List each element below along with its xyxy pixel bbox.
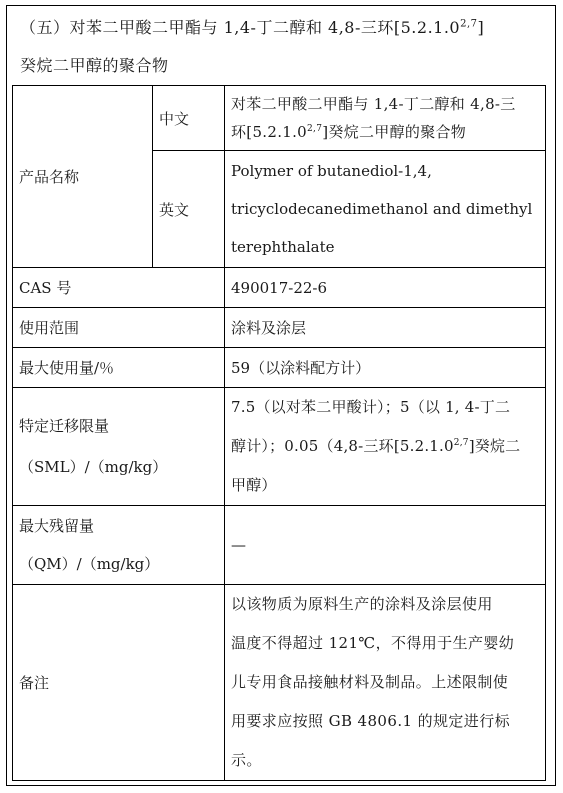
section-title [20, 9, 550, 85]
english-name-line-2: tricyclodecanedimethanol and dimethyl [231, 200, 533, 218]
chinese-name-line-2 [231, 118, 539, 146]
sml-value [225, 388, 546, 506]
sml-label-line-2: （SML）/（mg/kg） [19, 457, 168, 476]
note-value [225, 585, 546, 781]
chinese-name-value [225, 86, 546, 151]
max-use-label: 最大使用量/％ [13, 348, 225, 388]
cas-value: 490017-22-6 [225, 268, 546, 308]
table-row-sml [13, 388, 546, 506]
sml-value-superscript: 2,7 [453, 438, 469, 448]
chinese-name-line-1: 对苯二甲酸二甲酯与 1,4-丁二醇和 4,8-三 [231, 95, 516, 113]
english-name-line-3: terephthalate [231, 238, 335, 256]
sml-label [13, 388, 225, 506]
title-line-1 [20, 9, 550, 47]
qm-label-line-1: 最大残留量 [19, 517, 95, 535]
note-line-1: 以该物质为原料生产的涂料及涂层使用 [231, 595, 493, 613]
table-row-name-zh [13, 86, 546, 151]
title-line-1-suffix: ] [477, 18, 485, 37]
qm-label [13, 506, 225, 585]
table-row-scope [13, 308, 546, 348]
sml-value-line-2 [231, 427, 539, 466]
scope-label: 使用范围 [13, 308, 225, 348]
product-name-label: 产品名称 [13, 86, 153, 268]
table-row-qm [13, 506, 546, 585]
chinese-name-line-2-suffix: ]癸烷二甲醇的聚合物 [322, 123, 467, 141]
note-line-5: 示。 [231, 751, 262, 769]
sml-value-line-1: 7.5（以对苯二甲酸计）；5（以 1, 4-丁二 [231, 398, 511, 416]
english-label: 英文 [153, 151, 225, 268]
qm-label-line-2: （QM）/（mg/kg） [19, 555, 160, 573]
spec-table [12, 85, 546, 781]
table-row-note [13, 585, 546, 781]
note-line-3: 儿专用食品接触材料及制品。上述限制使 [231, 673, 509, 691]
note-label: 备注 [13, 585, 225, 781]
english-name-value [225, 151, 546, 268]
sml-value-line-2-prefix: 醇计）；0.05（4,8-三环[5.2.1.0 [231, 437, 454, 455]
max-use-value: 59（以涂料配方计） [225, 348, 546, 388]
sml-value-line-2-suffix: ]癸烷二 [468, 437, 521, 455]
qm-value: — [225, 506, 546, 585]
note-line-4: 用要求应按照 GB 4806.1 的规定进行标 [231, 712, 510, 730]
scope-value: 涂料及涂层 [225, 308, 546, 348]
table-row-cas [13, 268, 546, 308]
title-superscript: 2,7 [460, 18, 478, 30]
table-row-max-use [13, 348, 546, 388]
cas-label: CAS 号 [13, 268, 225, 308]
chinese-name-superscript: 2,7 [307, 124, 323, 134]
chinese-name-line-2-prefix: 环[5.2.1.0 [231, 123, 308, 141]
title-line-2: 癸烷二甲醇的聚合物 [20, 56, 169, 75]
chinese-label: 中文 [153, 86, 225, 151]
note-line-2: 温度不得超过 121℃，不得用于生产婴幼 [231, 634, 515, 652]
sml-value-line-3: 甲醇） [231, 476, 277, 494]
title-line-1-prefix: （五）对苯二甲酸二甲酯与 1,4-丁二醇和 4,8-三环[5.2.1.0 [20, 18, 461, 37]
english-name-line-1: Polymer of butanediol-1,4, [231, 162, 432, 180]
sml-label-line-1: 特定迁移限量 [19, 416, 110, 435]
